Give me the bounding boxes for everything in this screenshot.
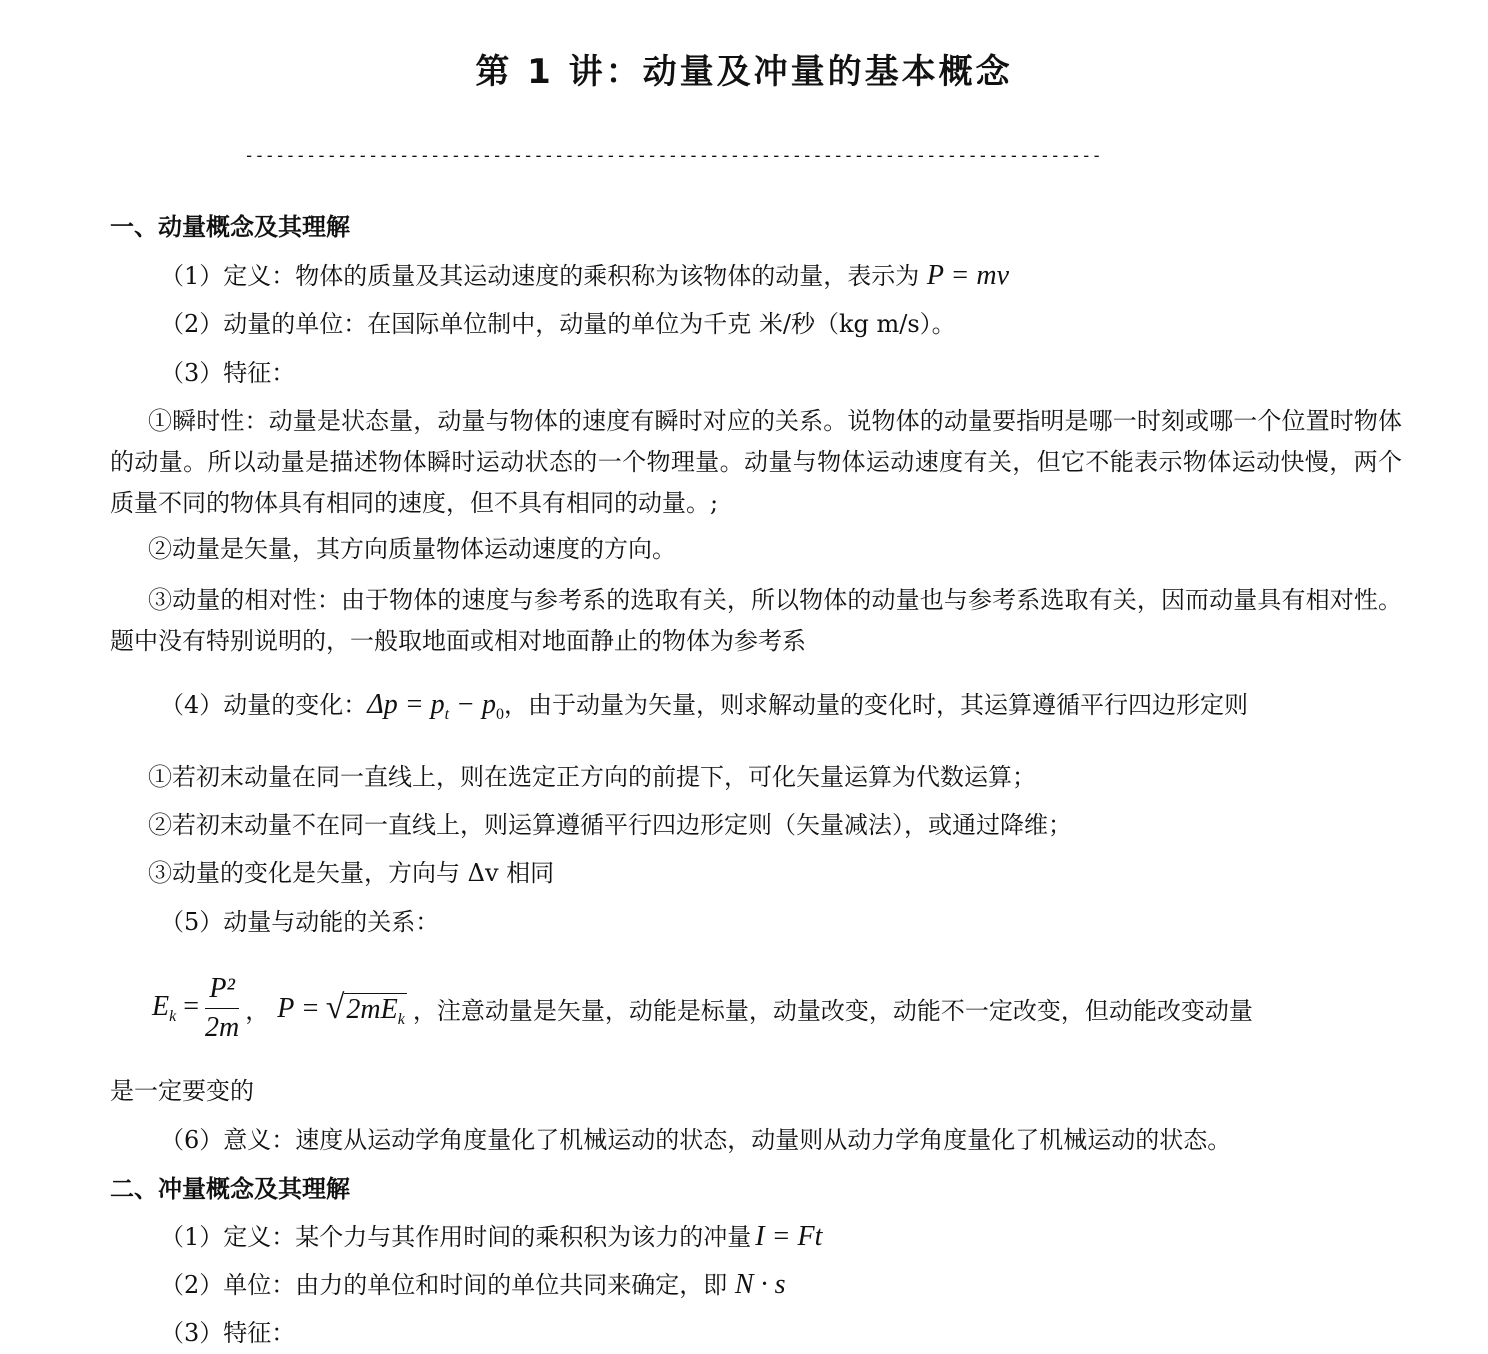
momentum-change-suffix: ，由于动量为矢量，则求解动量的变化时，其运算遵循平行四边形定则	[503, 691, 1248, 719]
change-subscript-0: 0	[495, 706, 504, 723]
change-case-noncollinear: ②若初末动量不在同一直线上，则运算遵循平行四边形定则（矢量减法），或通过降维；	[148, 811, 1072, 839]
section-heading-impulse: 二、冲量概念及其理解	[110, 1175, 350, 1203]
change-formula-part-b: − p	[449, 689, 496, 720]
sqrt-radicand	[344, 993, 406, 1028]
ek-subscript: k	[169, 1008, 177, 1025]
ek-lhs	[152, 991, 199, 1026]
change-formula-part-a: Δp = p	[367, 689, 445, 720]
impulse-formula: I = Ft	[755, 1221, 823, 1252]
momentum-feature-label: （3）特征：	[160, 359, 296, 387]
sqrt-expression	[326, 989, 407, 1029]
sqrt-icon: √	[325, 988, 345, 1026]
change-case-collinear: ①若初末动量在同一直线上，则在选定正方向的前提下，可化矢量运算为代数运算；	[148, 763, 1036, 791]
momentum-definition-text: （1）定义：物体的质量及其运动速度的乘积称为该物体的动量，表示为	[160, 262, 927, 290]
relation-continuation: 是一定要变的	[110, 1077, 254, 1105]
p-lhs: P =	[277, 992, 320, 1024]
momentum-formula: P = mv	[926, 260, 1010, 291]
dashed-divider: -----------------------------------------------------------------------------------	[244, 146, 1102, 166]
ek-symbol: E	[152, 991, 170, 1022]
change-subscript-t: t	[444, 706, 450, 723]
impulse-unit	[160, 1270, 785, 1300]
impulse-definition	[160, 1222, 822, 1252]
impulse-definition-text: （1）定义：某个力与其作用时间的乘积积为该力的冲量	[160, 1223, 752, 1251]
ek-equals: =	[176, 991, 200, 1022]
momentum-change	[160, 690, 1248, 730]
feature-instantaneity: ①瞬时性：动量是状态量，动量与物体的速度有瞬时对应的关系。说物体的动量要指明是哪一时刻或哪一个位置时物体的动量。所以动量是描述物体瞬时运动状态的一个物理量。动量与物体运动速度有关，但它不能表示物体运动快慢，两个质量不同的物体具有相同的速度，但不具有相同的动量。;	[110, 407, 1402, 517]
impulse-unit-text: （2）单位：由力的单位和时间的单位共同来确定，即	[160, 1271, 735, 1299]
momentum-change-formula	[367, 689, 504, 723]
fraction-numerator: P²	[205, 972, 239, 1009]
momentum-energy-relation: （5）动量与动能的关系：	[160, 908, 440, 936]
change-direction: ③动量的变化是矢量，方向与 Δv 相同	[148, 859, 555, 887]
section-heading-momentum: 一、动量概念及其理解	[110, 213, 350, 241]
feature-relativity: ③动量的相对性：由于物体的速度与参考系的选取有关，所以物体的动量也与参考系选取有关，因而动量具有相对性。题中没有特别说明的，一般取地面或相对地面静止的物体为参考系	[110, 586, 1402, 655]
page-title: 第 1 讲：动量及冲量的基本概念	[475, 52, 1013, 92]
momentum-unit: （2）动量的单位：在国际单位制中，动量的单位为千克 米/秒（kg m/s）。	[160, 310, 956, 338]
impulse-unit-formula: N · s	[734, 1269, 786, 1300]
fraction-denominator: 2m	[205, 1012, 240, 1043]
energy-momentum-formula	[152, 972, 1253, 1052]
ek-fraction	[205, 972, 239, 1045]
sqrt-body: 2mE	[346, 993, 398, 1025]
sqrt-subscript: k	[397, 1010, 405, 1028]
formula-comma: ，	[245, 997, 270, 1025]
impulse-feature-label: （3）特征：	[160, 1319, 296, 1347]
relation-suffix: ，注意动量是矢量，动能是标量，动量改变，动能不一定改变，但动能改变动量	[412, 997, 1253, 1025]
feature-vector: ②动量是矢量，其方向质量物体运动速度的方向。	[148, 535, 676, 563]
momentum-definition	[160, 261, 1009, 291]
momentum-change-prefix: （4）动量的变化：	[160, 691, 368, 719]
momentum-meaning: （6）意义：速度从运动学角度量化了机械运动的状态，动量则从动力学角度量化了机械运动的状态。	[160, 1126, 1232, 1154]
